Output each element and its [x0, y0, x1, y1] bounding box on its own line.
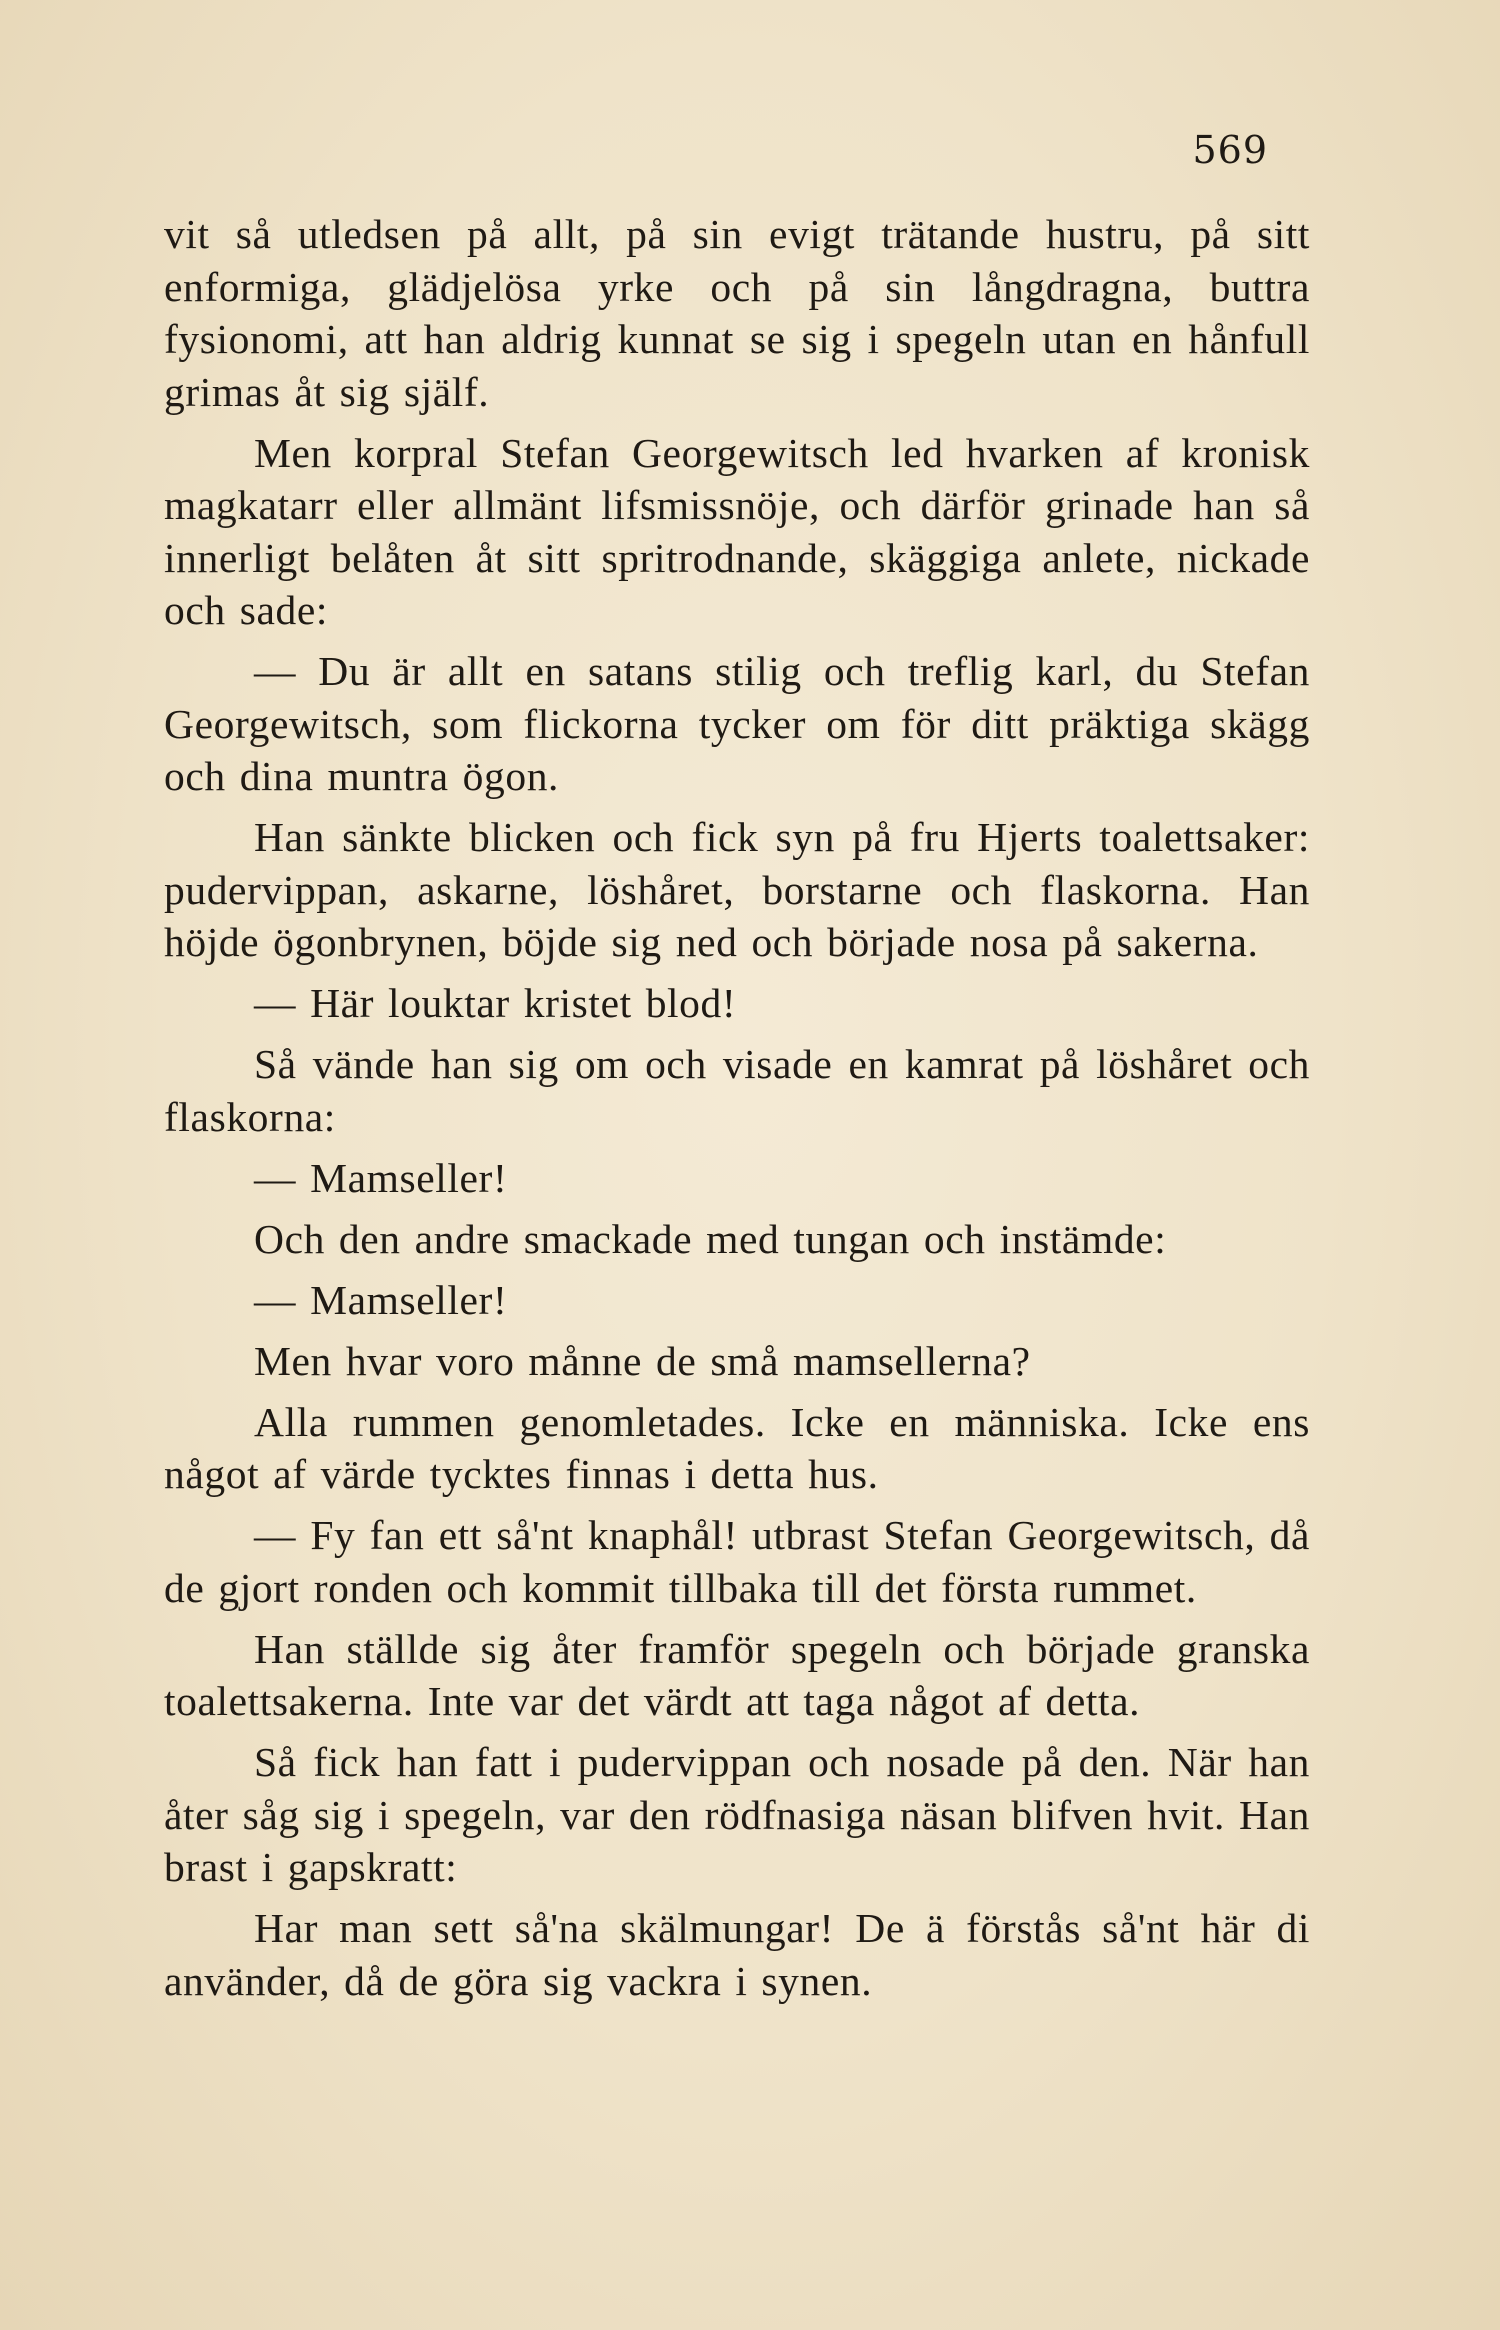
- paragraph: — Mamseller!: [254, 1154, 508, 1201]
- paragraph: Och den andre smackade med tungan och instämde:: [254, 1215, 1167, 1262]
- paragraph: Han sänkte blicken och fick syn på fru Hjerts toalettsaker: pudervippan, askarne, löshåret, borstarne och flaskorna. Han höjde ögonbrynen, böjde sig ned och började nosa på sakerna.: [164, 814, 1310, 965]
- paragraph: vit så utledsen på allt, på sin evigt trätande hustru, på sitt enformiga, glädjelösa yrke och på sin långdragna, buttra fysionomi, att han aldrig kunnat se sig i spegeln utan en hånfull grimas åt sig själf.: [164, 211, 1310, 415]
- paragraph: — Fy fan ett så'nt knaphål! utbrast Stefan Georgewitsch, då de gjort ronden och kommit tillbaka till det första rummet.: [164, 1512, 1310, 1611]
- paragraph: — Här louktar kristet blod!: [254, 980, 737, 1026]
- paragraph: — Du är allt en satans stilig och treflig karl, du Stefan Georgewitsch, som flickorna tycker om för ditt präktiga skägg och dina muntra ögon.: [164, 648, 1310, 799]
- paragraph: Men hvar voro månne de små mamsellerna?: [254, 1337, 1031, 1384]
- paragraph: Alla rummen genomletades. Icke en människa. Icke ens något af värde tycktes finnas i detta hus.: [164, 1398, 1310, 1497]
- paragraph: Så fick han fatt i pudervippan och nosade på den. När han åter såg sig i spegeln, var den rödfnasiga näsan blifven hvit. Han brast i gapskratt:: [164, 1739, 1310, 1890]
- paragraph: — Mamseller!: [254, 1276, 508, 1323]
- paragraph: Han ställde sig åter framför spegeln och började granska toalettsakerna. Inte var det värdt att taga något af detta.: [164, 1625, 1310, 1724]
- paragraph: Har man sett så'na skälmungar! De ä förstås så'nt här di använder, då de göra sig vackra i synen.: [164, 1905, 1310, 2004]
- page-number: 569: [1192, 128, 1268, 172]
- paragraph: Men korpral Stefan Georgewitsch led hvarken af kronisk magkatarr eller allmänt lifsmissnöje, och därför grinade han så innerligt belåten åt sitt spritrodnande, skäggiga anlete, nickade och sade:: [164, 429, 1310, 633]
- paragraph: Så vände han sig om och visade en kamrat på löshåret och flaskorna:: [164, 1041, 1310, 1140]
- body-text: [164, 208, 1310, 2016]
